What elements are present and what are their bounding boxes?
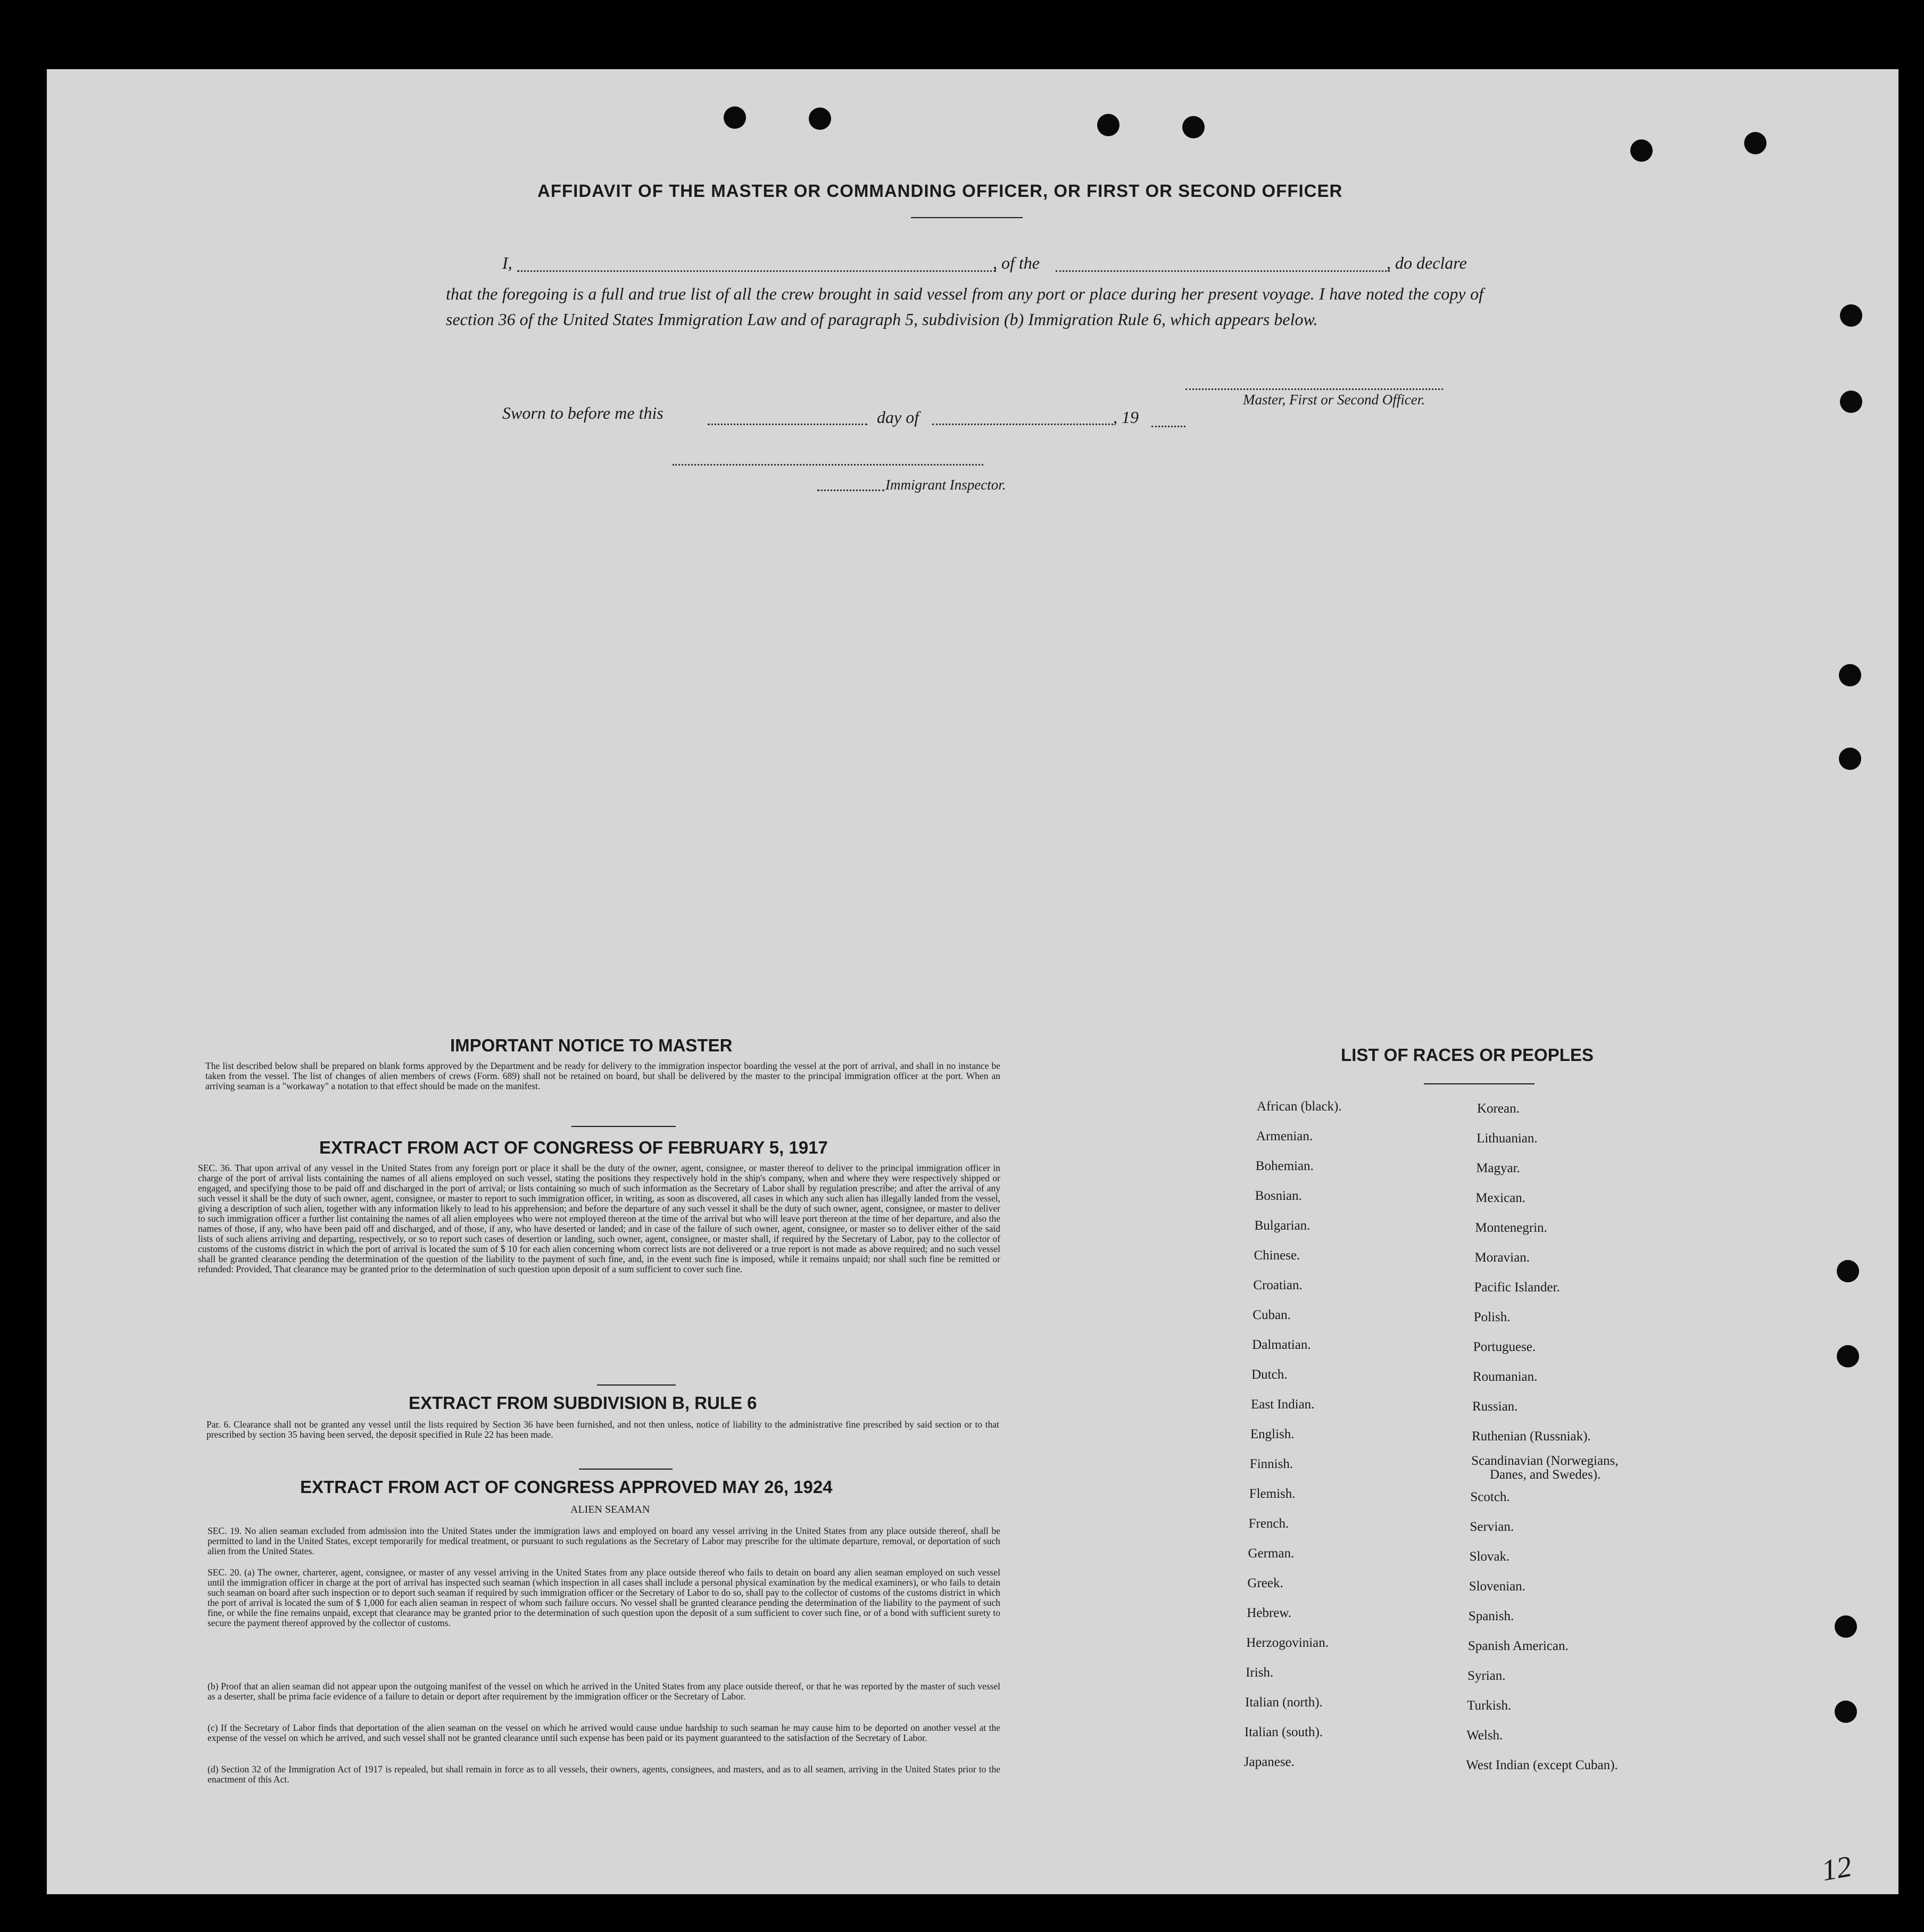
handwritten-page-number: 12 — [1819, 1850, 1854, 1888]
inspector-leader-dots — [817, 490, 884, 491]
race-item: West Indian (except Cuban). — [1466, 1758, 1618, 1772]
race-item: English. — [1250, 1427, 1295, 1441]
extract-rule6-text: Par. 6. Clearance shall not be granted any vessel until the lists required by Section 36 have been furnished, and not then unless, notice of liability to the administrative fine prescribed by said section or to that prescribed by section 35 having been served, the deposit specified in Rule 22 has been made. — [206, 1419, 999, 1440]
punch-hole — [1837, 1260, 1859, 1282]
race-item: German. — [1248, 1546, 1295, 1561]
punch-hole — [1837, 1345, 1859, 1367]
race-item: Cuban. — [1253, 1308, 1291, 1322]
race-item: Spanish. — [1468, 1609, 1514, 1623]
punch-hole — [1630, 139, 1653, 162]
race-item: Slovenian. — [1469, 1579, 1525, 1594]
race-item: Roumanian. — [1472, 1370, 1538, 1384]
race-item: Bosnian. — [1255, 1189, 1302, 1203]
sec-20d-text: (d) Section 32 of the Immigration Act of 1917 is repealed, but shall remain in force as to all vessels, their owners, agents, consignees, and masters, and as to all seamen, arriving in the United States prior to the enactment of this Act. — [208, 1764, 1000, 1785]
master-name-field[interactable] — [517, 270, 996, 272]
punch-hole — [1839, 748, 1861, 770]
notice-text: The list described below shall be prepared on blank forms approved by the Department and be ready for delivery to the immigration inspector boarding the vessel at the port of arrival, and shall in no instance be taken from the vessel. The list of changes of alien members of crews (Form. 689) shall not be retained on board, but shall be delivered by the master to the principal immigration officer at the port. When an arriving seaman is a "workaway" a notation to that effect should be made on the manifest. — [205, 1060, 1000, 1091]
race-item: Spanish American. — [1467, 1639, 1569, 1653]
race-item: Ruthenian (Russniak). — [1472, 1429, 1591, 1444]
punch-hole — [1182, 116, 1205, 138]
race-item: African (black). — [1257, 1099, 1342, 1114]
affidavit-paragraph: that the foregoing is a full and true list of all the crew brought in said vessel from any port or place during her present voyage. I have noted the copy of section 36 of the United States Immigration Law and of paragraph 5, subdivision (b) Immigration Rule 6, which appears below. — [446, 284, 1483, 329]
race-item: Irish. — [1246, 1665, 1274, 1680]
inspector-caption: Immigrant Inspector. — [885, 477, 1006, 493]
sec-20c-text: (c) If the Secretary of Labor finds that deportation of the alien seaman on the vessel on which he arrived would cause undue hardship to such seaman he may cause him to be deported on another vessel at the expense of the vessel on which he arrived, and such vessel shall not be granted clearance until such expense has been paid or its payment guaranteed to the satisfaction of the Secretary of Labor. — [208, 1722, 1000, 1743]
affidavit-i-label: I, — [502, 253, 512, 272]
affidavit-title: AFFIDAVIT OF THE MASTER OR COMMANDING OFFICER, OR FIRST OR SECOND OFFICER — [537, 181, 1343, 201]
sec-19-text: SEC. 19. No alien seaman excluded from admission into the United States under the immigration laws and employed on board any vessel arriving in the United States from any place outside thereof, shall be permitted to land in the United States, except temporarily for medical treatment, or pursuant to such regulations as the Secretary of Labor may prescribe for the ultimate departure, removal, or deportation of such alien from the United States. — [208, 1525, 1000, 1556]
race-item: Hebrew. — [1247, 1606, 1292, 1620]
punch-hole — [809, 107, 831, 130]
race-item: Portuguese. — [1473, 1340, 1536, 1354]
race-item: Slovak. — [1469, 1549, 1510, 1564]
race-item: Italian (north). — [1245, 1695, 1323, 1710]
master-signature-field[interactable] — [1185, 388, 1443, 390]
race-item: French. — [1248, 1516, 1289, 1531]
races-title: LIST OF RACES OR PEOPLES — [1341, 1045, 1594, 1065]
divider — [579, 1469, 673, 1470]
vessel-name-field[interactable] — [1056, 270, 1390, 272]
divider — [911, 217, 1023, 218]
race-item: Dalmatian. — [1252, 1338, 1311, 1352]
race-item: Flemish. — [1249, 1487, 1296, 1501]
divider — [571, 1126, 676, 1127]
divider — [597, 1384, 676, 1386]
punch-hole — [1835, 1615, 1857, 1638]
race-item: Servian. — [1470, 1520, 1514, 1534]
race-item: Turkish. — [1467, 1698, 1512, 1713]
divider — [1424, 1083, 1535, 1084]
race-item: Armenian. — [1256, 1129, 1313, 1143]
race-item: Pacific Islander. — [1474, 1280, 1560, 1295]
race-item: Bohemian. — [1255, 1159, 1314, 1173]
sworn-month-field[interactable] — [932, 424, 1113, 425]
race-item: Magyar. — [1476, 1161, 1520, 1175]
sworn-label: Sworn to before me this — [502, 403, 664, 422]
race-item: Welsh. — [1466, 1728, 1503, 1743]
race-item: Finnish. — [1249, 1457, 1293, 1471]
race-item: Greek. — [1247, 1576, 1283, 1590]
day-of-label: day of — [877, 408, 919, 427]
race-item: Herzogovinian. — [1246, 1636, 1329, 1650]
race-item: Bulgarian. — [1254, 1218, 1311, 1233]
race-item: Italian (south). — [1244, 1725, 1323, 1739]
punch-hole — [1744, 132, 1767, 154]
race-item: Russian. — [1472, 1399, 1518, 1414]
race-item: Dutch. — [1251, 1367, 1288, 1382]
punch-hole — [1097, 114, 1119, 136]
race-item: Danes, and Swedes). — [1490, 1467, 1601, 1482]
affidavit-do-declare-label: , do declare — [1387, 253, 1467, 272]
race-item: Scandinavian (Norwegians, — [1471, 1454, 1619, 1468]
race-item: Polish. — [1473, 1310, 1511, 1324]
inspector-signature-field[interactable] — [673, 464, 983, 466]
affidavit-of-the-label: , of the — [993, 253, 1040, 272]
extract-rule6-title: EXTRACT FROM SUBDIVISION B, RULE 6 — [409, 1393, 757, 1413]
race-item: Moravian. — [1474, 1250, 1530, 1265]
race-item: Korean. — [1477, 1101, 1520, 1116]
punch-hole — [1840, 304, 1862, 327]
race-item: East Indian. — [1251, 1397, 1315, 1412]
master-caption: Master, First or Second Officer. — [1243, 392, 1425, 408]
alien-seaman-subtitle: ALIEN SEAMAN — [570, 1504, 650, 1515]
sworn-year-field[interactable] — [1151, 426, 1185, 427]
race-item: Mexican. — [1475, 1191, 1526, 1205]
extract-1917-text: SEC. 36. That upon arrival of any vessel in the United States from any foreign port or place it shall be the duty of the owner, agent, consignee, or master thereof to deliver to the principal immigration officer in charge of the port of arrival lists containing the names of all aliens employed on such vessel, stating the positions they respectively hold in the ship's company, when and where they were respectively shipped or engaged, and specifying those to be paid off and discharged in the port of arrival; or lists containing so much of such information as the Secretary of Labor shall by regulation prescribe; and after the arrival of any such vessel it shall be the duty of such owner, agent, consignee, or master to report to such immigration officer, in writing, as soon as discovered, all cases in which any such alien has illegally landed from the vessel, giving a description of such alien, together with any information likely to lead to his apprehension; and before the departure of any such vessel it shall be the duty of such owner, agent, consignee, or master to deliver to such immigration officer a further list containing the names of all alien employees who were not employed thereon at the time of the arrival but who will leave port thereon at the time of her departure, and also the names of those, if any, who have been paid off and discharged, and of those, if any, who have deserted or landed; and in case of the failure of such owner, agent, consignee, or master so to deliver either of the said lists of such aliens arriving and departing, respectively, or so to report such cases of desertion or landing, such owner, agent, consignee, or master shall, if required by the Secretary of Labor, pay to the collector of customs of the customs district in which the port of arrival is located the sum of $ 10 for each alien concerning whom correct lists are not delivered or a true report is not made as above required; and no such vessel shall be granted clearance pending the determination of the question of the liability to the payment of such fine, and, in the event such fine is imposed, while it remains unpaid; nor shall such fine be remitted or refunded: Provided, That clearance may be granted prior to the determination of such question upon deposit of a sum sufficient to cover such fine. — [198, 1163, 1000, 1274]
year-label: , 19 — [1113, 408, 1139, 427]
extract-1917-title: EXTRACT FROM ACT OF CONGRESS OF FEBRUARY 5, 1917 — [319, 1138, 828, 1157]
race-item: Lithuanian. — [1477, 1131, 1538, 1146]
punch-hole — [1840, 391, 1862, 413]
punch-hole — [724, 106, 746, 129]
race-item: Syrian. — [1467, 1669, 1506, 1683]
race-item: Chinese. — [1254, 1248, 1300, 1263]
extract-1924-title: EXTRACT FROM ACT OF CONGRESS APPROVED MAY 26, 1924 — [300, 1477, 833, 1497]
race-item: Croatian. — [1253, 1278, 1303, 1292]
sec-20a-text: SEC. 20. (a) The owner, charterer, agent, consignee, or master of any vessel arriving in the United States from any place outside thereof who fails to detain on board any alien seaman employed on such vessel until the immigration officer in charge at the port of arrival has inspected such seaman (which inspection in all cases shall include a personal physical examination by the medical examiners), or who fails to detain such seaman on board after such inspection or to deport such seaman if required by such immigration officer or the Secretary of Labor to do so, shall pay to the collector of customs of the customs district in which the port of arrival is located the sum of $ 1,000 for each alien seaman in respect of whom such failure occurs. No vessel shall be granted clearance pending the determination of the liability to the payment of such fine, or while the fine remains unpaid, except that clearance may be granted prior to the determination of such question upon the deposit of a sum sufficient to cover such fine, or of a bond with sufficient surety to secure the payment thereof approved by the collector of customs. — [208, 1567, 1000, 1628]
sec-20b-text: (b) Proof that an alien seaman did not appear upon the outgoing manifest of the vessel on which he arrived in the United States from any place outside thereof, or that he was reported by the master of such vessel as a deserter, shall be prima facie evidence of a failure to detain or deport after requirement by the immigration officer or the Secretary of Labor. — [208, 1681, 1000, 1702]
punch-hole — [1839, 664, 1861, 686]
notice-title: IMPORTANT NOTICE TO MASTER — [450, 1035, 733, 1055]
sworn-day-field[interactable] — [708, 424, 867, 425]
race-item: Japanese. — [1243, 1755, 1295, 1769]
punch-hole — [1835, 1701, 1857, 1723]
race-item: Montenegrin. — [1475, 1221, 1547, 1235]
race-item: Scotch. — [1470, 1490, 1510, 1504]
